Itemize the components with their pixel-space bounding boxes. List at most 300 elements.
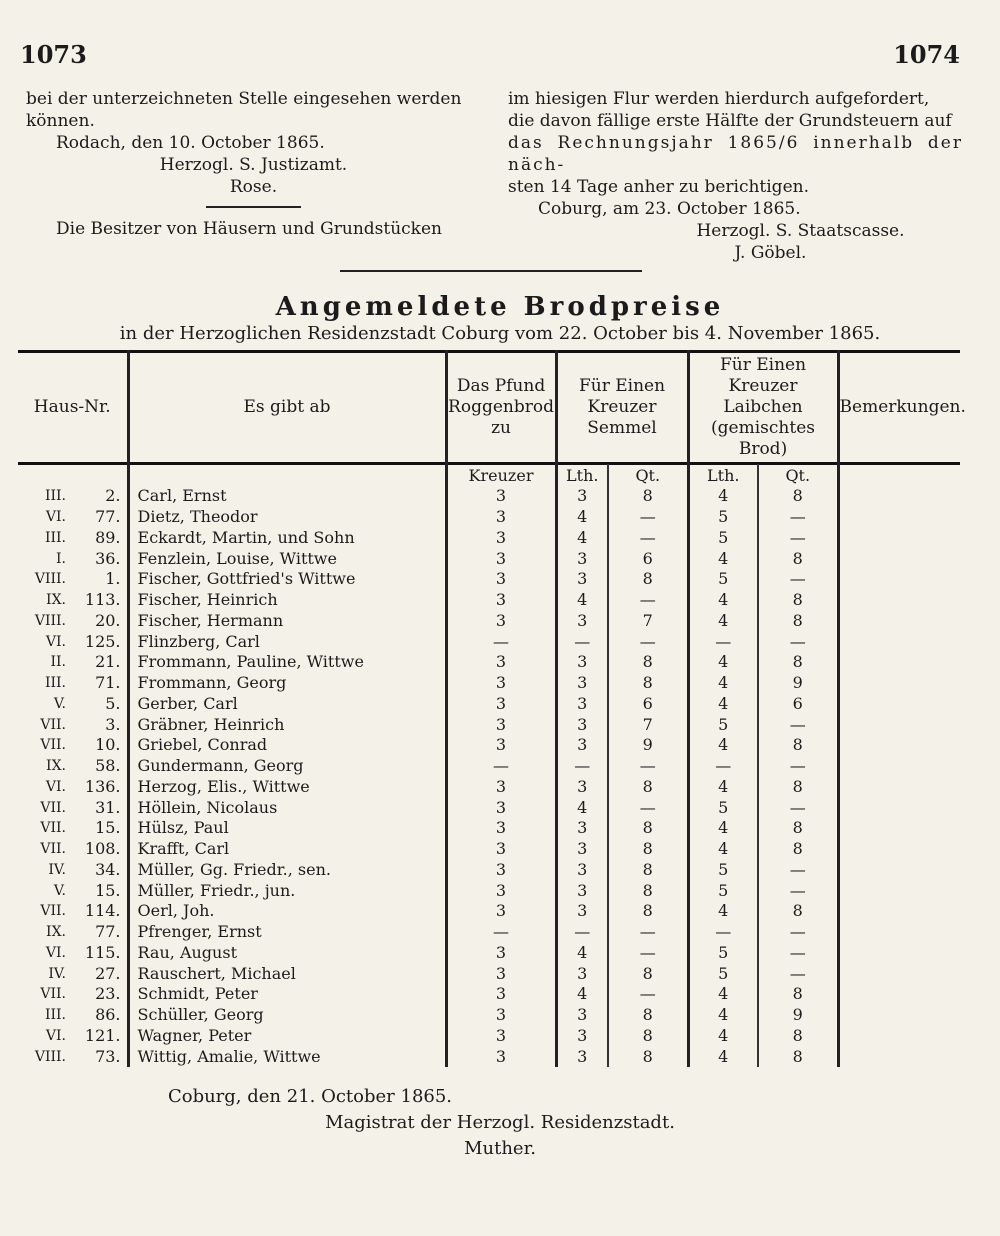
row-semmel-lth: 3 <box>556 1026 608 1047</box>
table-row <box>18 797 960 818</box>
row-laibchen-qt: — <box>758 797 838 818</box>
row-semmel-lth: — <box>556 631 608 652</box>
row-baker-name: Schüller, Georg <box>128 1005 446 1026</box>
row-semmel-qt: 8 <box>608 652 688 673</box>
row-baker-name: Fenzlein, Louise, Wittwe <box>128 548 446 569</box>
row-bemerkung <box>838 548 960 569</box>
row-baker-name: Eckardt, Martin, und Sohn <box>128 528 446 549</box>
row-district: V. <box>53 882 66 899</box>
row-house-number: 1. <box>70 569 128 590</box>
row-semmel-qt: — <box>608 590 688 611</box>
row-district: VIII. <box>34 1048 66 1065</box>
row-laibchen-lth: 4 <box>688 735 758 756</box>
row-semmel-lth: 3 <box>556 839 608 860</box>
row-district: VII. <box>40 737 66 754</box>
notice-office: Herzogl. S. Justizamt. <box>159 155 348 175</box>
row-baker-name: Höllein, Nicolaus <box>128 797 446 818</box>
row-semmel-lth: 3 <box>556 901 608 922</box>
row-semmel-lth: 3 <box>556 714 608 735</box>
row-house-number: 125. <box>70 631 128 652</box>
row-semmel-qt: 7 <box>608 611 688 632</box>
header-semmel: Für Einen Kreuzer Semmel <box>556 350 688 464</box>
row-baker-name: Fischer, Gottfried's Wittwe <box>128 569 446 590</box>
table-row <box>18 673 960 694</box>
section-rule <box>340 270 642 272</box>
row-laibchen-lth: — <box>688 922 758 943</box>
row-laibchen-qt: 8 <box>758 652 838 673</box>
row-semmel-qt: — <box>608 528 688 549</box>
table-row <box>18 839 960 860</box>
row-laibchen-lth: 4 <box>688 1026 758 1047</box>
row-bemerkung <box>838 963 960 984</box>
notice-line: das Rechnungsjahr 1865/6 innerhalb der näch- <box>508 133 963 175</box>
row-laibchen-lth: 4 <box>688 652 758 673</box>
row-laibchen-qt: 8 <box>758 548 838 569</box>
table-subtitle: in der Herzoglichen Residenzstadt Coburg vom 22. October bis 4. November 1865. <box>119 323 881 344</box>
row-semmel-lth: 4 <box>556 797 608 818</box>
row-bemerkung <box>838 694 960 715</box>
row-semmel-qt: — <box>608 797 688 818</box>
row-laibchen-lth: 4 <box>688 777 758 798</box>
row-laibchen-qt: — <box>758 963 838 984</box>
row-semmel-qt: — <box>608 756 688 777</box>
row-bemerkung <box>838 839 960 860</box>
unit-kreuzer: Kreuzer <box>446 464 556 486</box>
notice-place-date: Rodach, den 10. October 1865. <box>56 133 325 153</box>
row-district: II. <box>50 654 66 671</box>
row-semmel-qt: 9 <box>608 735 688 756</box>
row-bemerkung <box>838 486 960 507</box>
row-roggenbrod-kreuzer: 3 <box>446 652 556 673</box>
row-semmel-qt: 6 <box>608 694 688 715</box>
row-district: VI. <box>45 1027 66 1044</box>
table-row <box>18 611 960 632</box>
footer-authority: Magistrat der Herzogl. Residenzstadt. <box>325 1112 675 1133</box>
row-district: IX. <box>46 592 66 609</box>
row-laibchen-qt: — <box>758 922 838 943</box>
table-row <box>18 880 960 901</box>
row-bemerkung <box>838 631 960 652</box>
row-laibchen-lth: 5 <box>688 963 758 984</box>
row-district: VIII. <box>34 571 66 588</box>
notice-signature: J. Göbel. <box>734 243 807 263</box>
row-baker-name: Fischer, Hermann <box>128 611 446 632</box>
row-bemerkung <box>838 590 960 611</box>
notice-line: Die Besitzer von Häusern und Grundstücken <box>56 219 442 239</box>
row-semmel-qt: — <box>608 507 688 528</box>
bread-price-table <box>18 350 966 1067</box>
row-roggenbrod-kreuzer: 3 <box>446 1046 556 1067</box>
unit-semmel-qt: Qt. <box>608 464 688 486</box>
row-semmel-qt: 8 <box>608 818 688 839</box>
row-baker-name: Gerber, Carl <box>128 694 446 715</box>
row-bemerkung <box>838 777 960 798</box>
row-semmel-lth: 3 <box>556 611 608 632</box>
row-semmel-lth: 3 <box>556 818 608 839</box>
row-laibchen-lth: 5 <box>688 528 758 549</box>
header-laibchen: Für Einen Kreuzer Laibchen (gemischtes Brod) <box>688 350 838 464</box>
table-row <box>18 860 960 881</box>
row-house-number: 15. <box>70 818 128 839</box>
row-bemerkung <box>838 797 960 818</box>
row-laibchen-lth: — <box>688 756 758 777</box>
row-laibchen-lth: — <box>688 631 758 652</box>
table-row <box>18 507 960 528</box>
row-house-number: 31. <box>70 797 128 818</box>
row-laibchen-lth: 5 <box>688 714 758 735</box>
row-house-number: 89. <box>70 528 128 549</box>
row-semmel-lth: — <box>556 922 608 943</box>
row-laibchen-qt: — <box>758 880 838 901</box>
row-baker-name: Rau, August <box>128 943 446 964</box>
row-baker-name: Gräbner, Heinrich <box>128 714 446 735</box>
row-semmel-qt: 8 <box>608 860 688 881</box>
row-semmel-qt: 6 <box>608 548 688 569</box>
table-row <box>18 631 960 652</box>
header-haus-nr: Haus-Nr. <box>18 350 128 464</box>
row-district: I. <box>56 550 66 567</box>
row-laibchen-lth: 4 <box>688 818 758 839</box>
row-baker-name: Oerl, Joh. <box>128 901 446 922</box>
row-semmel-lth: 3 <box>556 860 608 881</box>
row-laibchen-qt: 8 <box>758 984 838 1005</box>
row-laibchen-qt: 9 <box>758 1005 838 1026</box>
row-roggenbrod-kreuzer: 3 <box>446 673 556 694</box>
row-baker-name: Schmidt, Peter <box>128 984 446 1005</box>
row-house-number: 34. <box>70 860 128 881</box>
notice-line: sten 14 Tage anher zu berichtigen. <box>508 177 809 197</box>
table-title: Angemeldete Brodpreise <box>275 292 725 322</box>
row-laibchen-qt: 8 <box>758 735 838 756</box>
table-row <box>18 1046 960 1067</box>
row-roggenbrod-kreuzer: 3 <box>446 839 556 860</box>
row-semmel-lth: 3 <box>556 652 608 673</box>
row-bemerkung <box>838 528 960 549</box>
row-roggenbrod-kreuzer: 3 <box>446 943 556 964</box>
row-bemerkung <box>838 756 960 777</box>
row-laibchen-qt: 8 <box>758 777 838 798</box>
row-laibchen-qt: — <box>758 860 838 881</box>
notice-line: können. <box>26 111 95 131</box>
row-district: III. <box>44 1007 66 1024</box>
table-row <box>18 694 960 715</box>
row-semmel-qt: 8 <box>608 880 688 901</box>
row-bemerkung <box>838 880 960 901</box>
row-laibchen-qt: 8 <box>758 1026 838 1047</box>
row-house-number: 121. <box>70 1026 128 1047</box>
row-house-number: 36. <box>70 548 128 569</box>
row-laibchen-qt: — <box>758 943 838 964</box>
row-semmel-lth: 3 <box>556 1005 608 1026</box>
row-roggenbrod-kreuzer: 3 <box>446 777 556 798</box>
table-row <box>18 652 960 673</box>
row-bemerkung <box>838 673 960 694</box>
row-roggenbrod-kreuzer: 3 <box>446 963 556 984</box>
row-house-number: 108. <box>70 839 128 860</box>
row-roggenbrod-kreuzer: 3 <box>446 1005 556 1026</box>
row-laibchen-lth: 5 <box>688 880 758 901</box>
row-semmel-qt: 8 <box>608 839 688 860</box>
row-laibchen-qt: — <box>758 507 838 528</box>
row-roggenbrod-kreuzer: 3 <box>446 694 556 715</box>
table-row <box>18 1005 960 1026</box>
row-laibchen-qt: 8 <box>758 901 838 922</box>
row-semmel-qt: 8 <box>608 963 688 984</box>
row-district: IX. <box>46 924 66 941</box>
table-row <box>18 777 960 798</box>
row-house-number: 2. <box>70 486 128 507</box>
row-district: VI. <box>45 509 66 526</box>
table-row <box>18 714 960 735</box>
row-semmel-lth: 4 <box>556 943 608 964</box>
row-semmel-lth: — <box>556 756 608 777</box>
notice-line: bei der unterzeichneten Stelle eingesehen werden <box>26 89 462 109</box>
row-house-number: 20. <box>70 611 128 632</box>
row-roggenbrod-kreuzer: 3 <box>446 880 556 901</box>
row-house-number: 15. <box>70 880 128 901</box>
row-baker-name: Herzog, Elis., Wittwe <box>128 777 446 798</box>
row-district: VI. <box>45 944 66 961</box>
row-laibchen-lth: 4 <box>688 901 758 922</box>
row-bemerkung <box>838 507 960 528</box>
row-baker-name: Rauschert, Michael <box>128 963 446 984</box>
row-laibchen-lth: 4 <box>688 548 758 569</box>
table-header-row <box>18 350 960 464</box>
row-laibchen-lth: 4 <box>688 673 758 694</box>
left-column-notice <box>26 88 481 240</box>
row-house-number: 21. <box>70 652 128 673</box>
row-semmel-lth: 3 <box>556 880 608 901</box>
table-row <box>18 901 960 922</box>
row-house-number: 113. <box>70 590 128 611</box>
table-row <box>18 548 960 569</box>
row-semmel-qt: 8 <box>608 1026 688 1047</box>
notice-line: im hiesigen Flur werden hierdurch aufgefordert, <box>508 89 930 109</box>
row-district: III. <box>44 675 66 692</box>
row-laibchen-lth: 5 <box>688 569 758 590</box>
row-semmel-lth: 3 <box>556 548 608 569</box>
unit-semmel-lth: Lth. <box>556 464 608 486</box>
row-semmel-qt: 8 <box>608 901 688 922</box>
notice-place-date: Coburg, am 23. October 1865. <box>538 199 801 219</box>
row-laibchen-qt: — <box>758 569 838 590</box>
row-laibchen-lth: 5 <box>688 507 758 528</box>
table-row <box>18 756 960 777</box>
table-row <box>18 963 960 984</box>
row-roggenbrod-kreuzer: 3 <box>446 797 556 818</box>
row-baker-name: Müller, Gg. Friedr., sen. <box>128 860 446 881</box>
row-semmel-lth: 4 <box>556 528 608 549</box>
row-baker-name: Dietz, Theodor <box>128 507 446 528</box>
row-district: VII. <box>40 903 66 920</box>
row-house-number: 115. <box>70 943 128 964</box>
row-district: IV. <box>48 965 66 982</box>
row-semmel-qt: — <box>608 943 688 964</box>
row-house-number: 136. <box>70 777 128 798</box>
separator-rule <box>206 206 301 208</box>
row-laibchen-lth: 5 <box>688 797 758 818</box>
row-bemerkung <box>838 1005 960 1026</box>
row-semmel-lth: 4 <box>556 984 608 1005</box>
row-baker-name: Flinzberg, Carl <box>128 631 446 652</box>
row-semmel-qt: 8 <box>608 1046 688 1067</box>
row-roggenbrod-kreuzer: 3 <box>446 486 556 507</box>
row-bemerkung <box>838 735 960 756</box>
row-laibchen-lth: 4 <box>688 1046 758 1067</box>
row-laibchen-lth: 4 <box>688 1005 758 1026</box>
row-semmel-lth: 3 <box>556 1046 608 1067</box>
unit-laibchen-lth: Lth. <box>688 464 758 486</box>
row-baker-name: Krafft, Carl <box>128 839 446 860</box>
row-semmel-qt: — <box>608 984 688 1005</box>
row-house-number: 86. <box>70 1005 128 1026</box>
row-district: V. <box>53 695 66 712</box>
row-district: VI. <box>45 778 66 795</box>
row-district: VI. <box>45 633 66 650</box>
row-bemerkung <box>838 714 960 735</box>
row-district: VII. <box>40 986 66 1003</box>
row-semmel-qt: 8 <box>608 569 688 590</box>
row-house-number: 27. <box>70 963 128 984</box>
header-roggenbrod: Das Pfund Roggenbrod zu <box>446 350 556 464</box>
row-house-number: 114. <box>70 901 128 922</box>
row-semmel-lth: 3 <box>556 673 608 694</box>
row-baker-name: Carl, Ernst <box>128 486 446 507</box>
row-laibchen-lth: 4 <box>688 486 758 507</box>
units-row <box>18 464 960 486</box>
row-bemerkung <box>838 943 960 964</box>
row-roggenbrod-kreuzer: 3 <box>446 590 556 611</box>
row-district: VIII. <box>34 612 66 629</box>
row-district: III. <box>44 529 66 546</box>
row-roggenbrod-kreuzer: 3 <box>446 860 556 881</box>
table-row <box>18 922 960 943</box>
row-laibchen-qt: — <box>758 528 838 549</box>
row-bemerkung <box>838 652 960 673</box>
footer-signature: Muther. <box>464 1138 536 1159</box>
row-roggenbrod-kreuzer: 3 <box>446 818 556 839</box>
row-laibchen-lth: 5 <box>688 943 758 964</box>
table-row <box>18 590 960 611</box>
row-roggenbrod-kreuzer: 3 <box>446 548 556 569</box>
table-row <box>18 943 960 964</box>
row-house-number: 71. <box>70 673 128 694</box>
row-semmel-lth: 3 <box>556 735 608 756</box>
row-semmel-lth: 4 <box>556 507 608 528</box>
row-district: III. <box>44 488 66 505</box>
right-column-notice <box>508 88 963 264</box>
row-laibchen-qt: 8 <box>758 486 838 507</box>
header-name: Es gibt ab <box>128 350 446 464</box>
row-house-number: 77. <box>70 507 128 528</box>
row-bemerkung <box>838 1046 960 1067</box>
row-baker-name: Müller, Friedr., jun. <box>128 880 446 901</box>
row-laibchen-lth: 4 <box>688 839 758 860</box>
row-semmel-lth: 4 <box>556 590 608 611</box>
row-district: IV. <box>48 861 66 878</box>
row-laibchen-lth: 4 <box>688 984 758 1005</box>
row-district: VII. <box>40 799 66 816</box>
row-house-number: 58. <box>70 756 128 777</box>
row-roggenbrod-kreuzer: 3 <box>446 1026 556 1047</box>
row-district: IX. <box>46 758 66 775</box>
row-semmel-qt: 7 <box>608 714 688 735</box>
row-roggenbrod-kreuzer: 3 <box>446 901 556 922</box>
row-district: VII. <box>40 716 66 733</box>
row-bemerkung <box>838 1026 960 1047</box>
page-number-left: 1073 <box>20 40 87 69</box>
row-house-number: 23. <box>70 984 128 1005</box>
row-laibchen-lth: 4 <box>688 694 758 715</box>
row-house-number: 5. <box>70 694 128 715</box>
row-roggenbrod-kreuzer: 3 <box>446 714 556 735</box>
row-laibchen-qt: 8 <box>758 590 838 611</box>
table-row <box>18 528 960 549</box>
table-row <box>18 984 960 1005</box>
row-roggenbrod-kreuzer: 3 <box>446 735 556 756</box>
row-laibchen-qt: 8 <box>758 1046 838 1067</box>
row-laibchen-qt: 8 <box>758 839 838 860</box>
row-roggenbrod-kreuzer: — <box>446 631 556 652</box>
row-baker-name: Gundermann, Georg <box>128 756 446 777</box>
row-baker-name: Frommann, Pauline, Wittwe <box>128 652 446 673</box>
row-laibchen-lth: 5 <box>688 860 758 881</box>
row-roggenbrod-kreuzer: 3 <box>446 611 556 632</box>
notice-line: die davon fällige erste Hälfte der Grundsteuern auf <box>508 111 952 131</box>
row-baker-name: Griebel, Conrad <box>128 735 446 756</box>
row-semmel-lth: 3 <box>556 569 608 590</box>
table-row <box>18 486 960 507</box>
row-laibchen-lth: 4 <box>688 590 758 611</box>
table-row <box>18 1026 960 1047</box>
row-baker-name: Frommann, Georg <box>128 673 446 694</box>
table-row <box>18 818 960 839</box>
row-semmel-qt: 8 <box>608 777 688 798</box>
unit-laibchen-qt: Qt. <box>758 464 838 486</box>
row-bemerkung <box>838 984 960 1005</box>
row-semmel-qt: — <box>608 922 688 943</box>
row-baker-name: Wagner, Peter <box>128 1026 446 1047</box>
row-laibchen-qt: 8 <box>758 611 838 632</box>
row-baker-name: Pfrenger, Ernst <box>128 922 446 943</box>
row-laibchen-qt: 8 <box>758 818 838 839</box>
table-row <box>18 735 960 756</box>
row-roggenbrod-kreuzer: 3 <box>446 984 556 1005</box>
page-number-right: 1074 <box>893 40 960 69</box>
row-laibchen-qt: — <box>758 714 838 735</box>
notice-signature: Rose. <box>229 177 278 197</box>
row-semmel-lth: 3 <box>556 963 608 984</box>
notice-office: Herzogl. S. Staatscasse. <box>696 221 905 241</box>
header-bemerkungen: Bemerkungen. <box>839 396 966 417</box>
row-semmel-lth: 3 <box>556 486 608 507</box>
row-roggenbrod-kreuzer: 3 <box>446 507 556 528</box>
table-row <box>18 569 960 590</box>
row-semmel-qt: — <box>608 631 688 652</box>
row-roggenbrod-kreuzer: 3 <box>446 569 556 590</box>
row-house-number: 10. <box>70 735 128 756</box>
row-bemerkung <box>838 922 960 943</box>
row-baker-name: Fischer, Heinrich <box>128 590 446 611</box>
row-baker-name: Hülsz, Paul <box>128 818 446 839</box>
row-bemerkung <box>838 901 960 922</box>
row-semmel-qt: 8 <box>608 486 688 507</box>
row-roggenbrod-kreuzer: — <box>446 922 556 943</box>
row-roggenbrod-kreuzer: 3 <box>446 528 556 549</box>
row-bemerkung <box>838 611 960 632</box>
footer-date: Coburg, den 21. October 1865. <box>167 1086 453 1107</box>
row-laibchen-qt: 9 <box>758 673 838 694</box>
